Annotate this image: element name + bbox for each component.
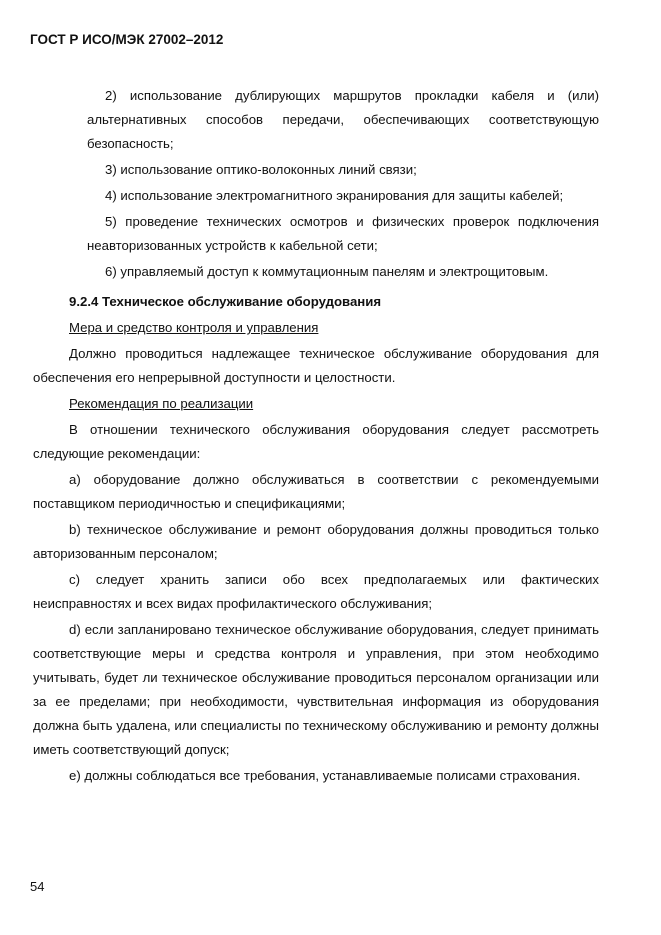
- list-item: 4) использование электромагнитного экранирования для защиты кабелей;: [105, 188, 564, 203]
- list-item: e) должны соблюдаться все требования, устанавливаемые полисами страхования.: [69, 768, 581, 783]
- guidance-intro: В отношении технического обслуживания оборудования следует рассмотреть следующие рекомендации:: [33, 422, 599, 461]
- list-item: b) техническое обслуживание и ремонт оборудования должны проводиться только авторизованным персоналом;: [33, 522, 599, 561]
- list-item: 3) использование оптико-волоконных линий связи;: [105, 162, 417, 177]
- page-content: [33, 84, 599, 790]
- control-heading: Мера и средство контроля и управления: [69, 320, 319, 335]
- list-item: 2) использование дублирующих маршрутов прокладки кабеля и (или) альтернативных способов передачи, обеспечивающих соответствующую безопасность;: [87, 88, 599, 151]
- list-item: d) если запланировано техническое обслуживание оборудования, следует принимать соответствующие меры и средства контроля и управления, при этом необходимо учитывать, будет ли техническое обслуживание проводиться персоналом организации или за ее пределами; при необходимости, чувствительная информация из оборудования должна быть удалена, или специалисты по техническому обслуживанию и ремонту должны иметь соответствующий допуск;: [33, 622, 599, 757]
- section-title: 9.2.4 Техническое обслуживание оборудования: [69, 294, 382, 309]
- guidance-heading: Рекомендация по реализации: [69, 396, 254, 411]
- list-item: 5) проведение технических осмотров и физических проверок подключения неавторизованных устройств к кабельной сети;: [87, 214, 599, 253]
- page-number: 54: [30, 879, 45, 894]
- control-text: Должно проводиться надлежащее техническое обслуживание оборудования для обеспечения его непрерывной доступности и целостности.: [33, 346, 599, 385]
- list-item: c) следует хранить записи обо всех предполагаемых или фактических неисправностях и всех видах профилактического обслуживания;: [33, 572, 599, 611]
- list-item: a) оборудование должно обслуживаться в соответствии с рекомендуемыми поставщиком периодичностью и спецификациями;: [33, 472, 599, 511]
- document-header: ГОСТ Р ИСО/МЭК 27002–2012: [30, 32, 224, 47]
- list-item: 6) управляемый доступ к коммутационным панелям и электрощитовым.: [105, 264, 549, 279]
